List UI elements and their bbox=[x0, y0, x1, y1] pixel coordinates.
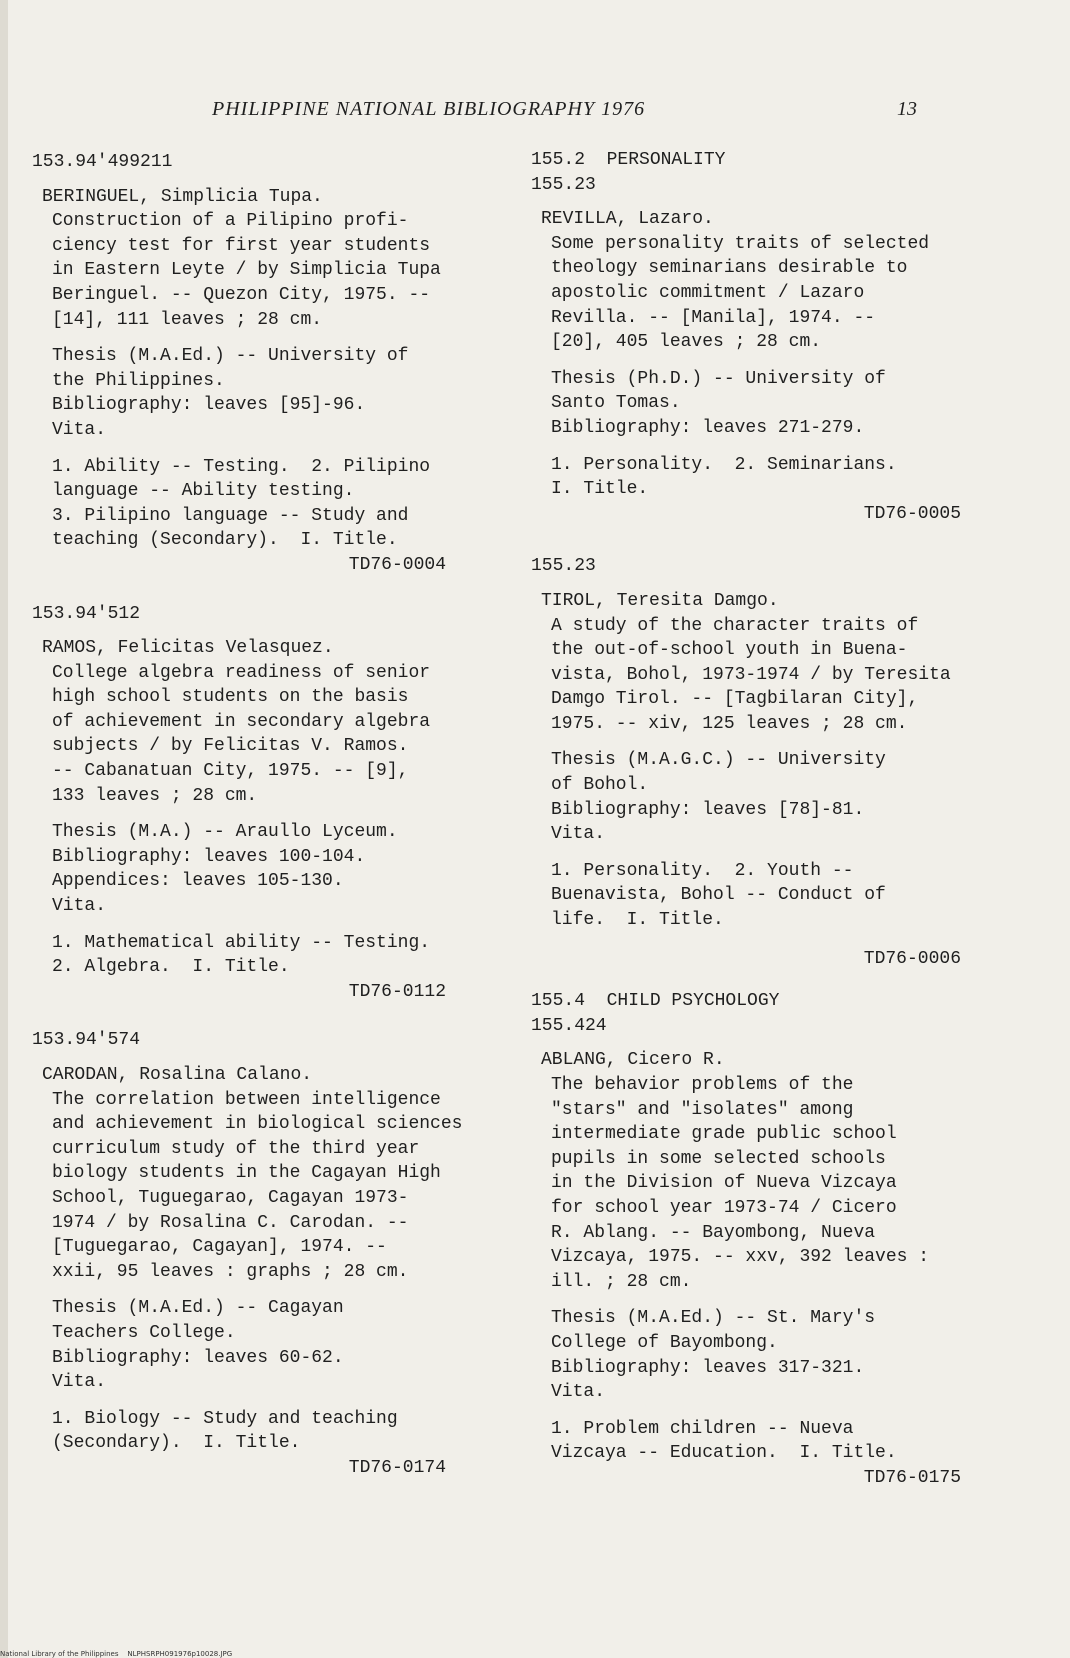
left-column bbox=[32, 150, 522, 1481]
entry-author: BERINGUEL, Simplicia Tupa. bbox=[42, 186, 323, 207]
control-number: TD76-0004 bbox=[348, 554, 446, 575]
entry-description: College algebra readiness of senior high school students on the basis of achievement in secondary algebra subjects / by Felicitas V. Ramos. -- Cabanatuan City, 1975. -- [9], 133 leaves ; 28 cm. bbox=[52, 662, 431, 806]
entry-notes: Thesis (M.A.G.C.) -- University of Bohol. Bibliography: leaves [78]-81. Vita. bbox=[551, 750, 886, 845]
class-number: 153.94'499211 bbox=[32, 152, 173, 172]
entry-subjects: 1. Problem children -- Nueva Vizcaya -- Education. I. Title. bbox=[551, 1418, 897, 1464]
running-title: PHILIPPINE NATIONAL BIBLIOGRAPHY 1976 bbox=[212, 98, 646, 120]
entry-author: CARODAN, Rosalina Calano. bbox=[42, 1065, 313, 1085]
entry-notes: Thesis (M.A.Ed.) -- Cagayan Teachers College. Bibliography: leaves 60-62. Vita. bbox=[52, 1298, 344, 1393]
entry-notes: Thesis (M.A.Ed.) -- University of the Philippines. Bibliography: leaves [95]-96. Vita. bbox=[52, 346, 409, 440]
control-number: TD76-0112 bbox=[348, 981, 446, 1002]
entry-description: The correlation between intelligence and achievement in biological sciences curriculum study of the third year biology students in the Cagayan High School, Tuguegarao, Cagayan 1973- 1974 / by Rosalina C. Carodan. -- [Tuguegarao, Cagayan], 1974. -- xxii, 95 leaves : graphs ; 28 cm. bbox=[52, 1089, 463, 1282]
class-number: 155.23 bbox=[531, 174, 596, 195]
page-edge bbox=[0, 0, 8, 1658]
entry-notes: Thesis (M.A.Ed.) -- St. Mary's College of Bayombong. Bibliography: leaves 317-321. Vita. bbox=[551, 1308, 876, 1403]
class-number: 155.424 bbox=[531, 1015, 607, 1036]
catalog-entry bbox=[531, 989, 1021, 1490]
catalog-entry bbox=[32, 1028, 522, 1480]
entry-notes: Thesis (Ph.D.) -- University of Santo Tomas. Bibliography: leaves 271-279. bbox=[551, 368, 886, 438]
catalog-entry bbox=[32, 602, 522, 1005]
page-number: 13 bbox=[897, 98, 917, 120]
entry-subjects: 1. Personality. 2. Youth -- Buenavista, Bohol -- Conduct of life. I. Title. bbox=[551, 860, 886, 931]
entry-author: REVILLA, Lazaro. bbox=[541, 209, 714, 230]
class-number: 153.94'512 bbox=[32, 603, 141, 624]
catalog-entry bbox=[531, 148, 1021, 526]
scan-footer: National Library of the Philippines NLPHSRPH091976p10028.JPG bbox=[0, 1650, 233, 1658]
right-column bbox=[531, 148, 1021, 1491]
control-number: TD76-0006 bbox=[863, 948, 961, 969]
control-number: TD76-0005 bbox=[863, 503, 961, 524]
entry-author: RAMOS, Felicitas Velasquez. bbox=[42, 638, 334, 659]
entry-subjects: 1. Mathematical ability -- Testing. 2. Algebra. I. Title. bbox=[52, 932, 431, 978]
entry-author: ABLANG, Cicero R. bbox=[541, 1050, 725, 1071]
entry-subjects: 1. Personality. 2. Seminarians. I. Title. bbox=[551, 454, 897, 500]
entry-notes: Thesis (M.A.) -- Araullo Lyceum. Bibliography: leaves 100-104. Appendices: leaves 105-130. Vita. bbox=[52, 822, 398, 917]
class-number: 153.94'574 bbox=[32, 1030, 141, 1051]
entry-author: TIROL, Teresita Damgo. bbox=[541, 590, 779, 611]
entry-description: The behavior problems of the "stars" and "isolates" among intermediate grade public school pupils in some selected schools in the Division of Nueva Vizcaya for school year 1973-74 / Cicero R. Ablang. -- Bayombong, Nueva Vizcaya, 1975. -- xxv, 392 leaves : ill. ; 28 cm. bbox=[551, 1075, 930, 1292]
control-number: TD76-0175 bbox=[863, 1467, 961, 1488]
entry-subjects: 1. Biology -- Study and teaching (Secondary). I. Title. bbox=[52, 1408, 398, 1454]
control-number: TD76-0174 bbox=[348, 1457, 446, 1478]
entry-description: A study of the character traits of the out-of-school youth in Buena- vista, Bohol, 1973-1974 / by Teresita Damgo Tirol. -- [Tagbilaran City], 1975. -- xiv, 125 leaves ; 28 cm. bbox=[551, 615, 951, 734]
catalog-entry bbox=[531, 554, 1021, 971]
catalog-entry bbox=[32, 150, 522, 578]
section-heading: 155.4 CHILD PSYCHOLOGY bbox=[531, 991, 780, 1012]
section-heading: 155.2 PERSONALITY bbox=[531, 150, 726, 170]
entry-description: Some personality traits of selected theology seminarians desirable to apostolic commitment / Lazaro Revilla. -- [Manila], 1974. -- [20], 405 leaves ; 28 cm. bbox=[551, 233, 930, 353]
class-number: 155.23 bbox=[531, 556, 596, 577]
entry-subjects: 1. Ability -- Testing. 2. Pilipino language -- Ability testing. 3. Pilipino language -- Study and teaching (Secondary). I. Title. bbox=[52, 456, 431, 551]
entry-description: Construction of a Pilipino profi- ciency test for first year students in Eastern Leyte / by Simplicia Tupa Beringuel. -- Quezon City, 1975. -- [14], 111 leaves ; 28 cm. bbox=[52, 211, 441, 330]
